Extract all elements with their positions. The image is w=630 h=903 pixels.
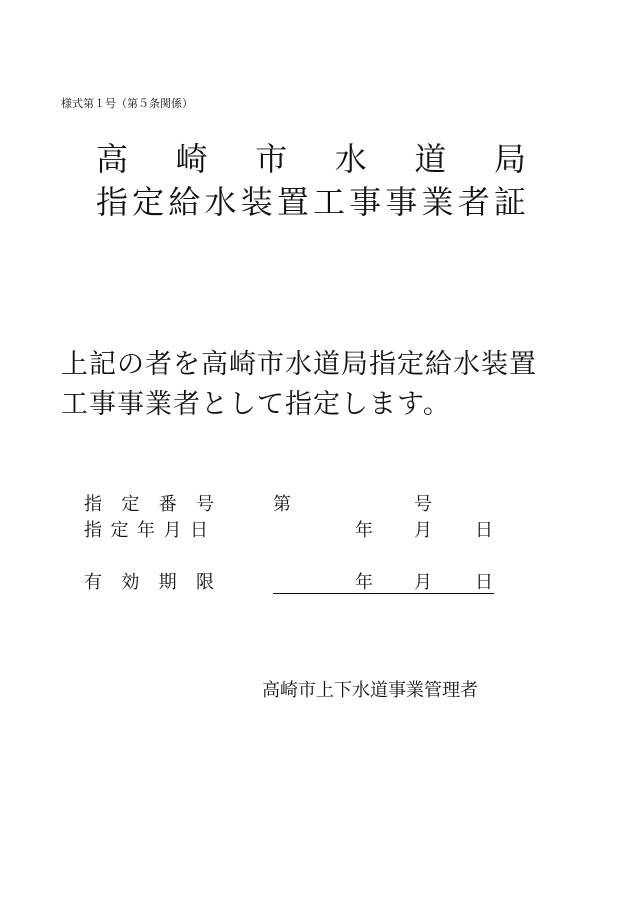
label-char: 指 [84,520,102,541]
label-char: 番 [158,494,177,515]
title-line-2 [96,183,526,221]
title-char: 者 [457,183,490,221]
valid-month: 月 [414,572,432,593]
date-year: 年 [355,520,373,541]
title-char: 事 [349,183,382,221]
title-char: 市 [255,140,288,178]
label-char: 日 [190,520,208,541]
validity-underline [273,593,494,594]
label-char: 月 [163,520,182,541]
designation-number-label [84,496,214,514]
valid-year: 年 [355,572,373,593]
label-char: 期 [158,572,177,593]
title-char: 崎 [175,140,208,178]
label-char: 年 [137,520,155,541]
label-char: 定 [121,494,140,515]
issuer-name: 高崎市上下水道事業管理者 [262,680,478,701]
designation-date-label [84,522,208,540]
number-suffix: 号 [414,494,432,515]
certification-statement [61,345,537,425]
date-month: 月 [414,520,432,541]
label-char: 号 [195,494,214,515]
title-char: 水 [334,140,367,178]
title-char: 置 [276,183,309,221]
label-char: 効 [121,572,140,593]
statement-line-2: 工事事業者として指定します。 [61,389,451,420]
valid-day: 日 [475,572,493,593]
title-char: 水 [204,183,237,221]
title-char: 給 [168,183,201,221]
label-char: 限 [195,572,214,593]
label-char: 指 [84,494,102,515]
title-line-1 [96,140,526,178]
title-char: 局 [493,140,526,178]
validity-period-label [84,574,214,592]
number-prefix: 第 [273,494,291,515]
title-char: 道 [414,140,447,178]
title-char: 業 [421,183,454,221]
date-day: 日 [475,520,493,541]
form-number: 様式第１号（第５条関係） [61,97,193,110]
title-char: 指 [96,183,129,221]
title-char: 証 [493,183,526,221]
label-char: 定 [110,520,129,541]
title-char: 定 [132,183,165,221]
statement-line-1: 上記の者を高崎市水道局指定給水装置 [61,349,537,380]
title-char: 工 [313,183,346,221]
title-char: 事 [385,183,418,221]
title-char: 装 [240,183,273,221]
title-char: 高 [96,140,129,178]
label-char: 有 [84,572,102,593]
